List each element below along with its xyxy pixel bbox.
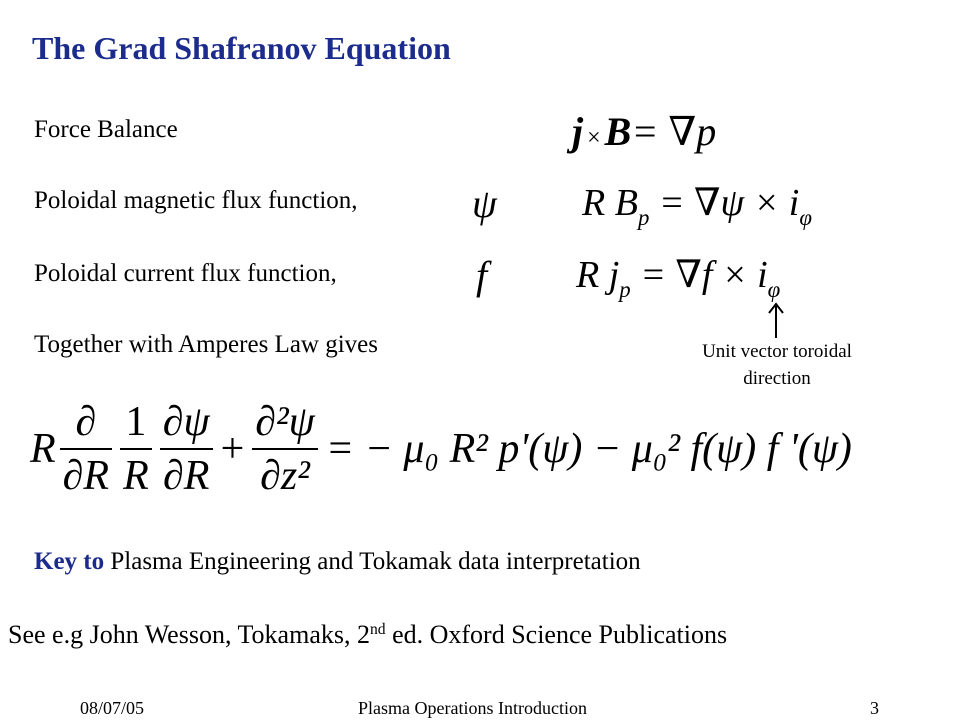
fraction-1-R: [120, 398, 152, 500]
slide-title: The Grad Shafranov Equation: [32, 30, 451, 66]
frac-num: ∂²ψ: [255, 399, 315, 445]
up-arrow-icon: [766, 300, 786, 340]
fraction-d2psi-dz2: [252, 398, 317, 500]
eq-sub-p: p: [637, 205, 650, 231]
eq-j: j: [572, 109, 584, 154]
eq-plus: +: [220, 426, 245, 472]
together-text: Together with Amperes Law gives: [34, 331, 378, 358]
key-word: Key to: [34, 548, 105, 575]
eq-sub-phi: φ: [767, 277, 781, 303]
frac-den: R: [120, 448, 152, 500]
ref-sup: nd: [369, 621, 386, 639]
ref-after: ed. Oxford Science Publications: [385, 620, 728, 649]
footer-page-number: 3: [870, 698, 879, 718]
key-line: [34, 548, 641, 576]
note-line-2: direction: [743, 368, 811, 389]
frac-den: ∂z²: [252, 448, 317, 500]
key-rest: Plasma Engineering and Tokamak data interpretation: [104, 548, 641, 575]
eq-B: B: [604, 109, 632, 154]
eq-sub-phi: φ: [799, 205, 812, 231]
grad-shafranov-equation: [30, 398, 852, 500]
eq-RB: R B: [582, 182, 638, 224]
current-flux-label: Poloidal current flux function,: [34, 260, 337, 287]
frac-den: ∂R: [160, 448, 213, 500]
fraction-d-dR: [60, 398, 112, 500]
eq-R: R: [30, 426, 56, 472]
footer-title: Plasma Operations Introduction: [358, 698, 587, 718]
eq-rhs: = ∇ψ × i: [658, 182, 800, 224]
frac-num: 1: [125, 399, 147, 445]
eq-rhs: = − μ₀ R² p'(ψ) − μ₀² f(ψ) f '(ψ): [325, 426, 852, 472]
eq-times: ×: [587, 125, 601, 151]
eq-rhs: = ∇f × i: [640, 254, 768, 296]
psi-symbol: ψ: [472, 181, 497, 226]
frac-den: ∂R: [60, 448, 112, 500]
frac-num: ∂: [75, 399, 97, 445]
fraction-dpsi-dR: [160, 398, 213, 500]
poloidal-flux-label: Poloidal magnetic flux function,: [34, 187, 358, 214]
poloidal-flux-equation: [582, 180, 812, 231]
eq-sub-p: p: [619, 277, 631, 303]
note-line-1: Unit vector toroidal: [702, 341, 852, 362]
f-symbol: f: [476, 253, 488, 298]
reference-line: [8, 620, 727, 650]
force-balance-equation: [572, 108, 716, 155]
frac-num: ∂ψ: [162, 399, 210, 445]
unit-vector-note: [682, 338, 872, 392]
current-flux-equation: [576, 252, 781, 303]
footer-date: 08/07/05: [80, 698, 145, 718]
force-balance-label: Force Balance: [34, 116, 178, 143]
ref-before: See e.g John Wesson, Tokamaks, 2: [8, 620, 370, 649]
eq-Rj: R j: [576, 254, 620, 296]
eq-rest: = ∇p: [631, 109, 717, 154]
